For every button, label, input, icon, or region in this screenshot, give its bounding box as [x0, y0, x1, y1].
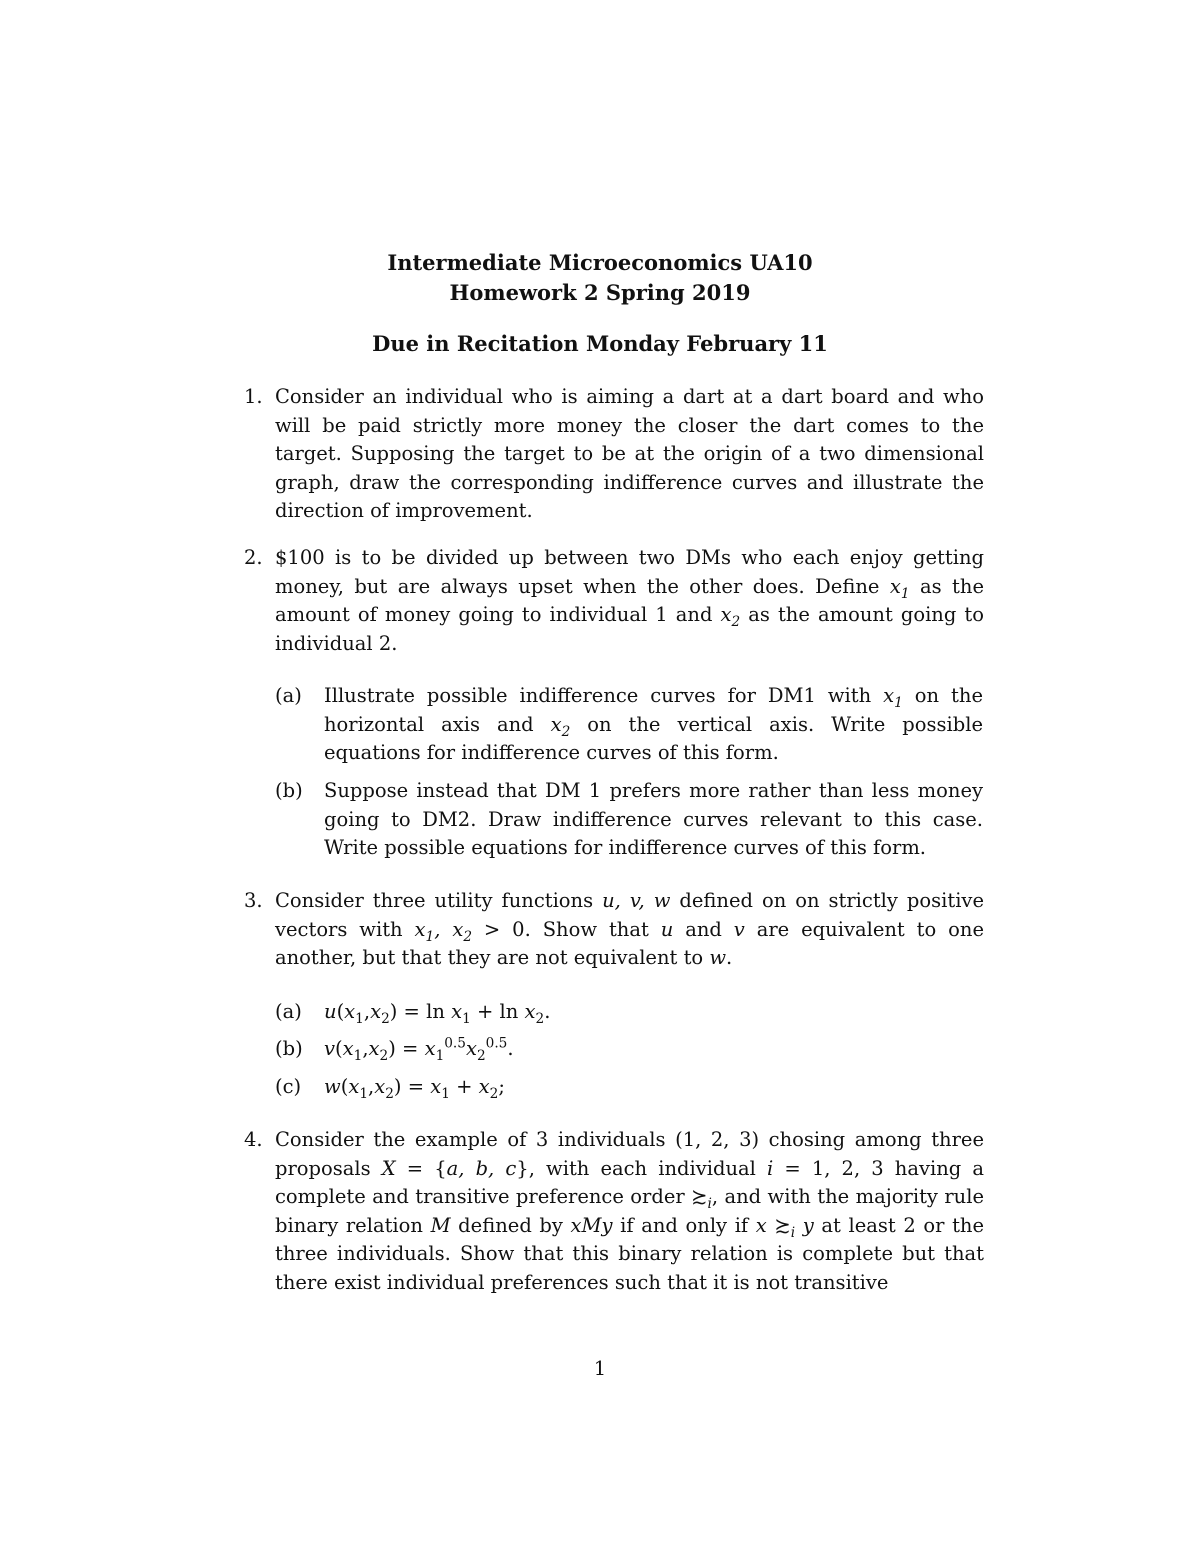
- question-number: 2.: [244, 546, 263, 569]
- sub-label: (b): [275, 1037, 303, 1060]
- question-number: 3.: [244, 889, 263, 912]
- page-number: 1: [593, 1357, 607, 1380]
- sub-label: (c): [275, 1075, 302, 1098]
- sub-label: (b): [275, 779, 303, 802]
- sub-label: (a): [275, 1000, 302, 1023]
- document-subtitle: Homework 2 Spring 2019: [449, 280, 751, 305]
- question-2b: [275, 777, 983, 863]
- sub-text: Illustrate possible indifference curves for DM1 with $x_1$ on the horizontal axis and $x_2$ on the vertical axis. Write possible equations for indifference curves of this form.: [324, 684, 983, 765]
- question-3c: [275, 1073, 983, 1102]
- question-3a: [275, 998, 983, 1027]
- question-3: [244, 887, 984, 973]
- question-4: [244, 1126, 984, 1298]
- question-2: [244, 544, 984, 658]
- sub-text: Suppose instead that DM 1 prefers more rather than less money going to DM2. Draw indifference curves relevant to this case. Write possible equations for indifference curves of this form.: [324, 779, 983, 860]
- formula-u: $u(x_1,x_2) = \ln x_1 + \ln x_2$.: [324, 1000, 551, 1027]
- question-text: Consider an individual who is aiming a dart at a dart board and who will be paid strictly more money the closer the dart comes to the target. Supposing the target to be at the origin of a two dimensional graph, draw the corresponding indifference curves and illustrate the direction of improvement.: [275, 385, 984, 523]
- question-text: Consider three utility functions u, v, w defined on on strictly positive vectors with $x_1$, $x_2 > 0$. Show that u and v are equivalent to one another, but that they are not equivalent to w.: [275, 889, 984, 970]
- question-3b: [275, 1035, 983, 1064]
- question-number: 1.: [244, 385, 263, 408]
- formula-w: $w(x_1,x_2) = x_1 + x_2$;: [324, 1075, 505, 1102]
- question-text: $100 is to be divided up between two DMs who each enjoy getting money, but are always upset when the other does. Define $x_1$ as the amount of money going to individual 1 and $x_2$ as the amount going to individual 2.: [275, 546, 984, 655]
- question-2a: [275, 682, 983, 768]
- question-text: Consider the example of 3 individuals (1, 2, 3) chosing among three proposals X = {a, b, c}, with each individual i = 1, 2, 3 having a complete and transitive preference order $≿_i$, and with the majority rule binary relation M defined by xMy if and only if x $≿_i$ y at least 2 or the three individuals. Show that this binary relation is complete but that there exist individual preferences such that it is not transitive: [275, 1128, 985, 1294]
- question-number: 4.: [244, 1128, 263, 1151]
- due-date: Due in Recitation Monday February 11: [372, 331, 828, 356]
- sub-label: (a): [275, 684, 302, 707]
- document-title: Intermediate Microeconomics UA10: [387, 250, 813, 275]
- formula-v: $v(x_1,x_2) = x_1^{0.5}x_2^{0.5}$.: [324, 1035, 514, 1064]
- question-1: [244, 383, 984, 526]
